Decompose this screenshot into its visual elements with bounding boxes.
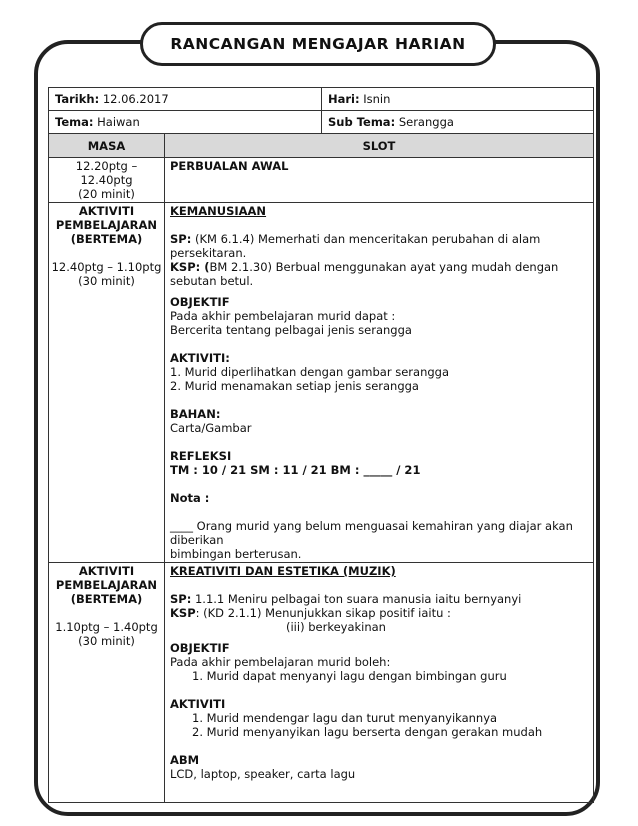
tarikh-label: Tarikh: [55,92,100,106]
row1-slot [165,158,594,203]
row1-slot-title: PERBUALAN AWAL [170,159,289,173]
row3-aktiviti-label: AKTIVITI [170,697,226,711]
row3-abm-label: ABM [170,753,200,767]
row2-objektif-label: OBJEKTIF [170,295,230,309]
row2-aktiviti-2: 2. Murid menamakan setiap jenis serangga [170,379,419,393]
table-row [49,158,594,203]
row2-duration: (30 minit) [78,274,135,288]
row3-subject: KREATIVITI DAN ESTETIKA (MUZIK) [170,564,396,578]
row2-subject: KEMANUSIAAN [170,204,267,218]
row2-bahan-text: Carta/Gambar [170,421,252,435]
row2-time: 12.40ptg – 1.10ptg [51,260,162,274]
row2-masa-l1: AKTIVITI [78,204,135,218]
row3-duration: (30 minit) [78,634,135,648]
row3-sp-label: SP: [170,592,192,606]
lesson-table [48,133,594,803]
row2-masa-l3: (BERTEMA) [70,232,143,246]
row2-nota-l2: bimbingan berterusan. [170,547,302,561]
row3-aktiviti-2: 2. Murid menyanyikan lagu berserta dengan gerakan mudah [192,725,543,739]
tema-value: Haiwan [97,115,140,129]
row3-abm-text: LCD, laptop, speaker, carta lagu [170,767,356,781]
row2-sp-text: (KM 6.1.4) Memerhati dan menceritakan perubahan di alam persekitaran. [170,232,541,260]
hari-label: Hari: [328,92,360,106]
row2-bahan-label: BAHAN: [170,407,221,421]
row2-ksp-label: KSP: ( [170,260,210,274]
row3-ksp-text: : (KD 2.1.1) Menunjukkan sikap positif iaitu : [195,606,451,620]
row3-objektif-label: OBJEKTIF [170,641,230,655]
table-row [49,563,594,803]
page-title [140,22,496,66]
subtema-label: Sub Tema: [328,115,396,129]
row2-aktiviti-1: 1. Murid diperlihatkan dengan gambar serangga [170,365,450,379]
row3-masa-l1: AKTIVITI [78,564,135,578]
row2-nota-l1: ____ Orang murid yang belum menguasai kemahiran yang diajar akan diberikan [170,519,573,547]
row2-aktiviti-label: AKTIVITI: [170,351,230,365]
info-table [48,87,594,134]
row3-sp-text: 1.1.1 Meniru pelbagai ton suara manusia iaitu bernyanyi [191,592,522,606]
row3-masa-l2: PEMBELAJARAN [55,578,158,592]
row3-objektif-l2: 1. Murid dapat menyanyi lagu dengan bimbingan guru [192,669,507,683]
row2-slot [165,203,594,563]
row3-masa-l3: (BERTEMA) [70,592,143,606]
row3-objektif-l1: Pada akhir pembelajaran murid boleh: [170,655,391,669]
tema-cell [49,111,322,134]
row3-sp [170,592,588,606]
masa-header: MASA [49,134,165,158]
row2-masa-l2: PEMBELAJARAN [55,218,158,232]
row3-ksp [170,606,588,620]
row2-masa [49,203,165,563]
row2-objektif-l1: Pada akhir pembelajaran murid dapat : [170,309,396,323]
hari-value: Isnin [363,92,391,106]
subtema-value: Serangga [398,115,454,129]
hari-cell [322,88,594,111]
tarikh-cell [49,88,322,111]
row1-time: 12.20ptg – 12.40ptg [75,159,138,187]
row2-ksp [170,260,588,288]
page-title-text: RANCANGAN MENGAJAR HARIAN [170,35,466,53]
row2-ksp-text: BM 2.1.30) Berbual menggunakan ayat yang mudah dengan sebutan betul. [170,260,559,288]
row3-aktiviti-1: 1. Murid mendengar lagu dan turut menyanyikannya [192,711,498,725]
row3-masa [49,563,165,803]
tema-label: Tema: [55,115,94,129]
row2-sp-label: SP: [170,232,192,246]
row2-objektif-l2: Bercerita tentang pelbagai jenis serangga [170,323,412,337]
row3-slot [165,563,594,803]
slot-header: SLOT [165,134,594,158]
row2-nota-label: Nota : [170,491,210,505]
row3-ksp-label: KSP [170,606,196,620]
table-row [49,203,594,563]
tarikh-value: 12.06.2017 [102,92,169,106]
row2-refleksi-text: TM : 10 / 21 SM : 11 / 21 BM : _____ / 21 [170,463,421,477]
row1-duration: (20 minit) [78,187,135,201]
row2-sp [170,232,588,260]
row3-time: 1.10ptg – 1.40ptg [55,620,158,634]
subtema-cell [322,111,594,134]
row3-ksp-sub: (iii) berkeyakinan [286,620,386,634]
row2-refleksi-label: REFLEKSI [170,449,232,463]
row1-masa [49,158,165,203]
